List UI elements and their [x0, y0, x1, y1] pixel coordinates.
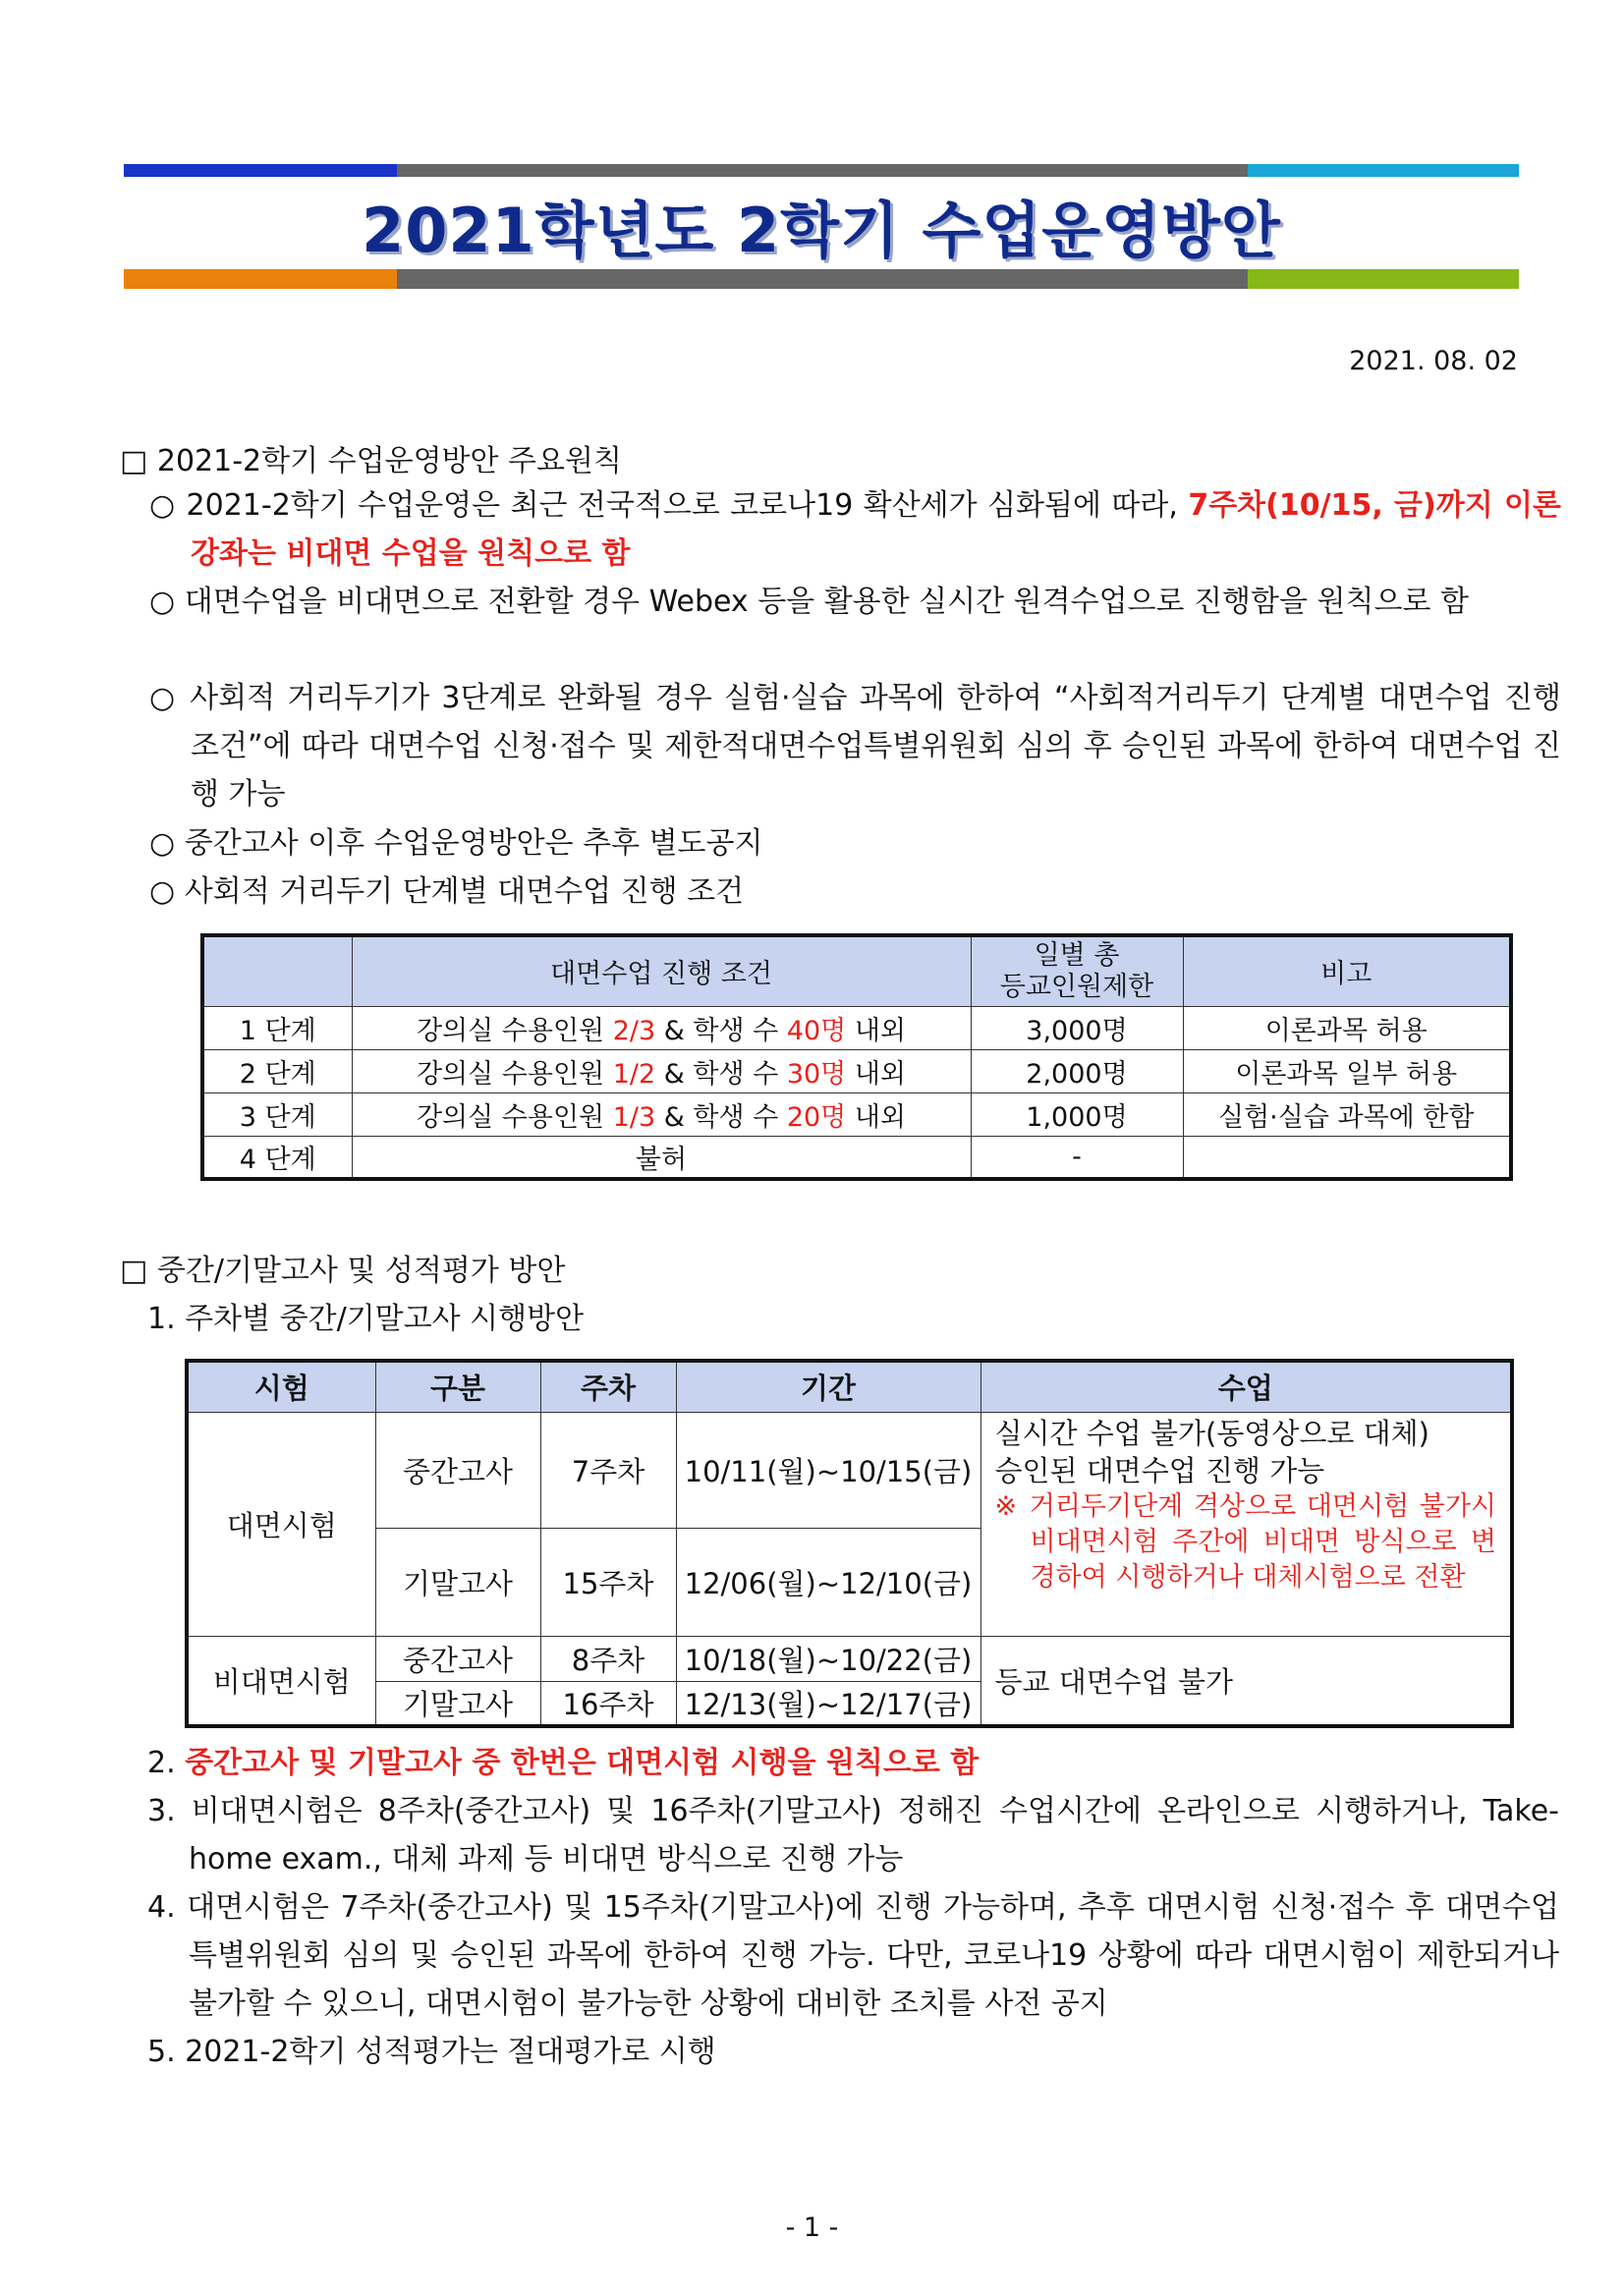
table-header: 구분 — [375, 1361, 540, 1412]
table-header-row — [187, 1361, 1512, 1412]
table-header: 수업 — [980, 1361, 1512, 1412]
bullet: ○ — [149, 874, 176, 909]
table-header: 비고 — [1183, 935, 1511, 1006]
table-header-row — [202, 935, 1511, 1006]
top-bar-blue — [124, 164, 397, 177]
exam-schedule-table — [185, 1359, 1514, 1728]
section2-heading: □ 중간/기말고사 및 성적평가 방안 — [120, 1254, 566, 1288]
top-bar-gray — [397, 164, 1248, 177]
bottom-bar-green — [1248, 269, 1519, 289]
section1-heading: □ 2021-2학기 수업운영방안 주요원칙 — [120, 444, 622, 478]
table-row: 3 단계 강의실 수용인원 1/3 & 학생 수 20명 내외 1,000명 실험·실습 과목에 한함 — [202, 1092, 1511, 1136]
page-number: - 1 - — [785, 2212, 839, 2243]
table-row: 1 단계 강의실 수용인원 2/3 & 학생 수 40명 내외 3,000명 이론과목 허용 — [202, 1006, 1511, 1049]
list-item-3: 3. 비대면시험은 8주차(중간고사) 및 16주차(기말고사) 정해진 수업시간에 온라인으로 시행하거나, Take-home exam., 대체 과제 등 비대면 방식으로 진행 가능 — [147, 1794, 1559, 1876]
list-item-4: 4. 대면시험은 7주차(중간고사) 및 15주차(기말고사)에 진행 가능하며, 추후 대면시험 신청·접수 후 대면수업특별위원회 심의 및 승인된 과목에 한하여 진행 가능. 다만, 코로나19 상황에 따라 대면시험이 제한되거나 불가할 수 있으니, 대면시험이 불가능한 상황에 대비한 조치를 사전 공지 — [147, 1890, 1559, 2021]
principle-item-1: ○ 2021-2학기 수업운영은 최근 전국적으로 코로나19 확산세가 심화됨에 따라, 7주차(10/15, 금)까지 이론 강좌는 비대면 수업을 원칙으로 함 — [149, 488, 1561, 571]
table-row: 2 단계 강의실 수용인원 1/2 & 학생 수 30명 내외 2,000명 이론과목 일부 허용 — [202, 1049, 1511, 1092]
exam-type-remote: 비대면시험 — [187, 1636, 375, 1726]
table-header — [202, 935, 352, 1006]
table-header: 일별 총 등교인원제한 — [971, 935, 1183, 1006]
bullet: ○ — [149, 681, 178, 715]
table-header: 시험 — [187, 1361, 375, 1412]
document-date: 2021. 08. 02 — [1349, 346, 1518, 376]
table-header: 대면수업 진행 조건 — [352, 935, 971, 1006]
remote-class-info: 등교 대면수업 불가 — [980, 1636, 1512, 1726]
principle-highlight: 7주차(10/15, 금)까지 이론 강좌는 비대면 수업을 원칙으로 함 — [191, 488, 1561, 571]
page-title: 2021학년도 2학기 수업운영방안 — [362, 195, 1281, 266]
top-bar-cyan — [1248, 164, 1519, 177]
table-row: 비대면시험 중간고사 8주차 10/18(월)~10/22(금) 등교 대면수업 불가 — [187, 1636, 1512, 1681]
table-row: 대면시험 중간고사 7주차 10/11(월)~10/15(금) 실시간 수업 불가(동영상으로 대체) 승인된 대면수업 진행 가능 ※ 거리두기단계 격상으로 대면시험 불가시 비대면시험 주간에 비대면 방식으로 변경하여 시행하거나 대체시험으로 전환 — [187, 1412, 1512, 1528]
bullet: ○ — [149, 826, 176, 861]
exam-type-face: 대면시험 — [187, 1412, 375, 1636]
table-header: 기간 — [676, 1361, 980, 1412]
table-row: 기말고사 16주차 12/13(월)~12/17(금) — [187, 1681, 1512, 1726]
table-row: 4 단계 불허 - — [202, 1136, 1511, 1179]
bullet: ○ — [149, 488, 177, 523]
principle-item-5: ○ 사회적 거리두기 단계별 대면수업 진행 조건 — [149, 874, 745, 909]
table-header: 주차 — [540, 1361, 676, 1412]
bullet: ○ — [149, 585, 176, 619]
bottom-bar-gray — [397, 269, 1248, 289]
principle-item-4: ○ 중간고사 이후 수업운영방안은 추후 별도공지 — [149, 826, 763, 861]
section2-subheading: 1. 주차별 중간/기말고사 시행방안 — [147, 1302, 585, 1336]
principle-item-2: ○ 대면수업을 비대면으로 전환할 경우 Webex 등을 활용한 실시간 원격수업으로 진행함을 원칙으로 함 — [149, 585, 1469, 619]
list-item-2: 2. 중간고사 및 기말고사 중 한번은 대면시험 시행을 원칙으로 함 — [147, 1746, 980, 1780]
bottom-bar-orange — [124, 269, 397, 289]
table-row: 기말고사 15주차 12/06(월)~12/10(금) — [187, 1528, 1512, 1636]
distancing-stage-table — [200, 933, 1513, 1181]
principle-item-3: ○ 사회적 거리두기가 3단계로 완화될 경우 실험·실습 과목에 한하여 “사회적거리두기 단계별 대면수업 진행 조건”에 따라 대면수업 신청·접수 및 제한적대면수업특별위원회 심의 후 승인된 과목에 한하여 대면수업 진행 가능 — [149, 681, 1561, 812]
face-class-info: 실시간 수업 불가(동영상으로 대체) 승인된 대면수업 진행 가능 ※ 거리두기단계 격상으로 대면시험 불가시 비대면시험 주간에 비대면 방식으로 변경하여 시행하거나 대체시험으로 전환 — [980, 1412, 1512, 1636]
list-item-5: 5. 2021-2학기 성적평가는 절대평가로 시행 — [147, 2035, 716, 2069]
class-note: ※ 거리두기단계 격상으로 대면시험 불가시 비대면시험 주간에 비대면 방식으로 변경하여 시행하거나 대체시험으로 전환 — [994, 1490, 1496, 1593]
